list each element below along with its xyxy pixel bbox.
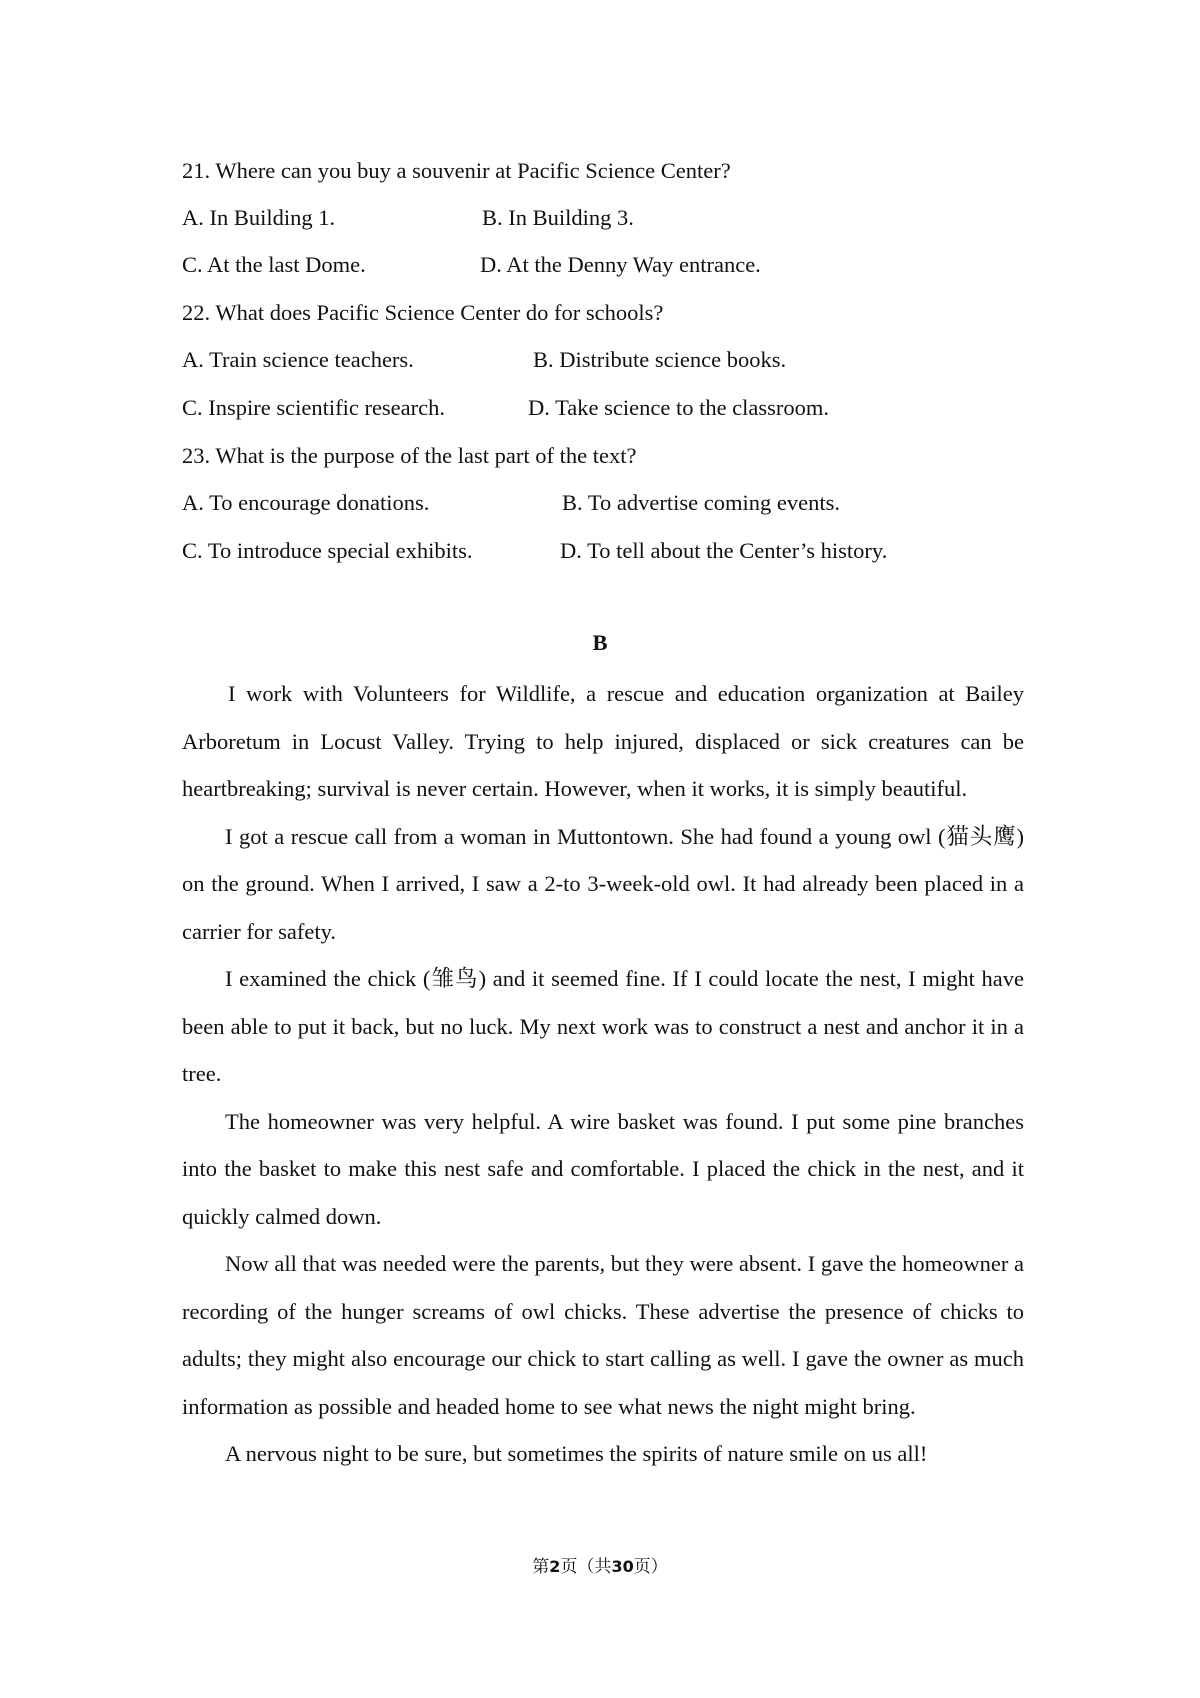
question-21-option-a: A. In Building 1.	[182, 205, 336, 230]
passage-paragraph-4: The homeowner was very helpful. A wire basket was found. I put some pine branches into the basket to make this nest safe and comfortable. I placed the chick in the nest, and it quickly calmed down.	[182, 1108, 1024, 1229]
question-22-option-d: D. Take science to the classroom.	[528, 395, 830, 420]
passage-paragraph-5: Now all that was needed were the parents, but they were absent. I gave the homeowner a recording of the hunger screams of owl chicks. These advertise the presence of chicks to adults; they might also encourage our chick to start calling as well. I gave the owner as much information as possible and headed home to see what news the night might bring.	[182, 1251, 1024, 1419]
footer-suffix: 页）	[633, 1557, 668, 1576]
question-21-option-b: B. In Building 3.	[482, 205, 634, 230]
question-22-option-b: B. Distribute science books.	[533, 347, 787, 372]
footer-middle: 页（共	[560, 1557, 612, 1576]
question-23-option-c: C. To introduce special exhibits.	[182, 538, 473, 563]
question-23-option-b: B. To advertise coming events.	[562, 490, 840, 515]
passage-paragraph-2: I got a rescue call from a woman in Muttontown. She had found a young owl (猫头鹰) on the ground. When I arrived, I saw a 2-to 3-week-old owl. It had already been placed in a carrier for safety.	[182, 823, 1024, 944]
question-22-stem: 22. What does Pacific Science Center do for schools?	[182, 300, 664, 325]
footer-prefix: 第	[532, 1557, 550, 1576]
passage-paragraph-6: A nervous night to be sure, but sometimes the spirits of nature smile on us all!	[225, 1441, 928, 1466]
footer-total-pages: 30	[611, 1557, 634, 1576]
footer-page-number: 2	[549, 1557, 561, 1576]
section-b-title: B	[592, 630, 608, 655]
question-22-option-a: A. Train science teachers.	[182, 347, 414, 372]
question-21-option-c: C. At the last Dome.	[182, 252, 366, 277]
question-23-stem: 23. What is the purpose of the last part of the text?	[182, 443, 637, 468]
question-21-stem: 21. Where can you buy a souvenir at Pacific Science Center?	[182, 158, 731, 183]
passage-paragraph-3: I examined the chick (雏鸟) and it seemed fine. If I could locate the nest, I might have been able to put it back, but no luck. My next work was to construct a nest and anchor it in a tree.	[182, 966, 1024, 1086]
question-22-option-c: C. Inspire scientific research.	[182, 395, 446, 420]
page-footer	[0, 1555, 1200, 1579]
section-b-passage	[182, 670, 1024, 1478]
question-21-option-d: D. At the Denny Way entrance.	[480, 252, 761, 277]
question-23-option-a: A. To encourage donations.	[182, 490, 430, 515]
passage-paragraph-1: I work with Volunteers for Wildlife, a rescue and education organization at Bailey Arboretum in Locust Valley. Trying to help injured, displaced or sick creatures can be heartbreaking; survival is never certain. However, when it works, it is simply beautiful.	[182, 681, 1024, 801]
question-23-option-d: D. To tell about the Center’s history.	[560, 538, 888, 563]
